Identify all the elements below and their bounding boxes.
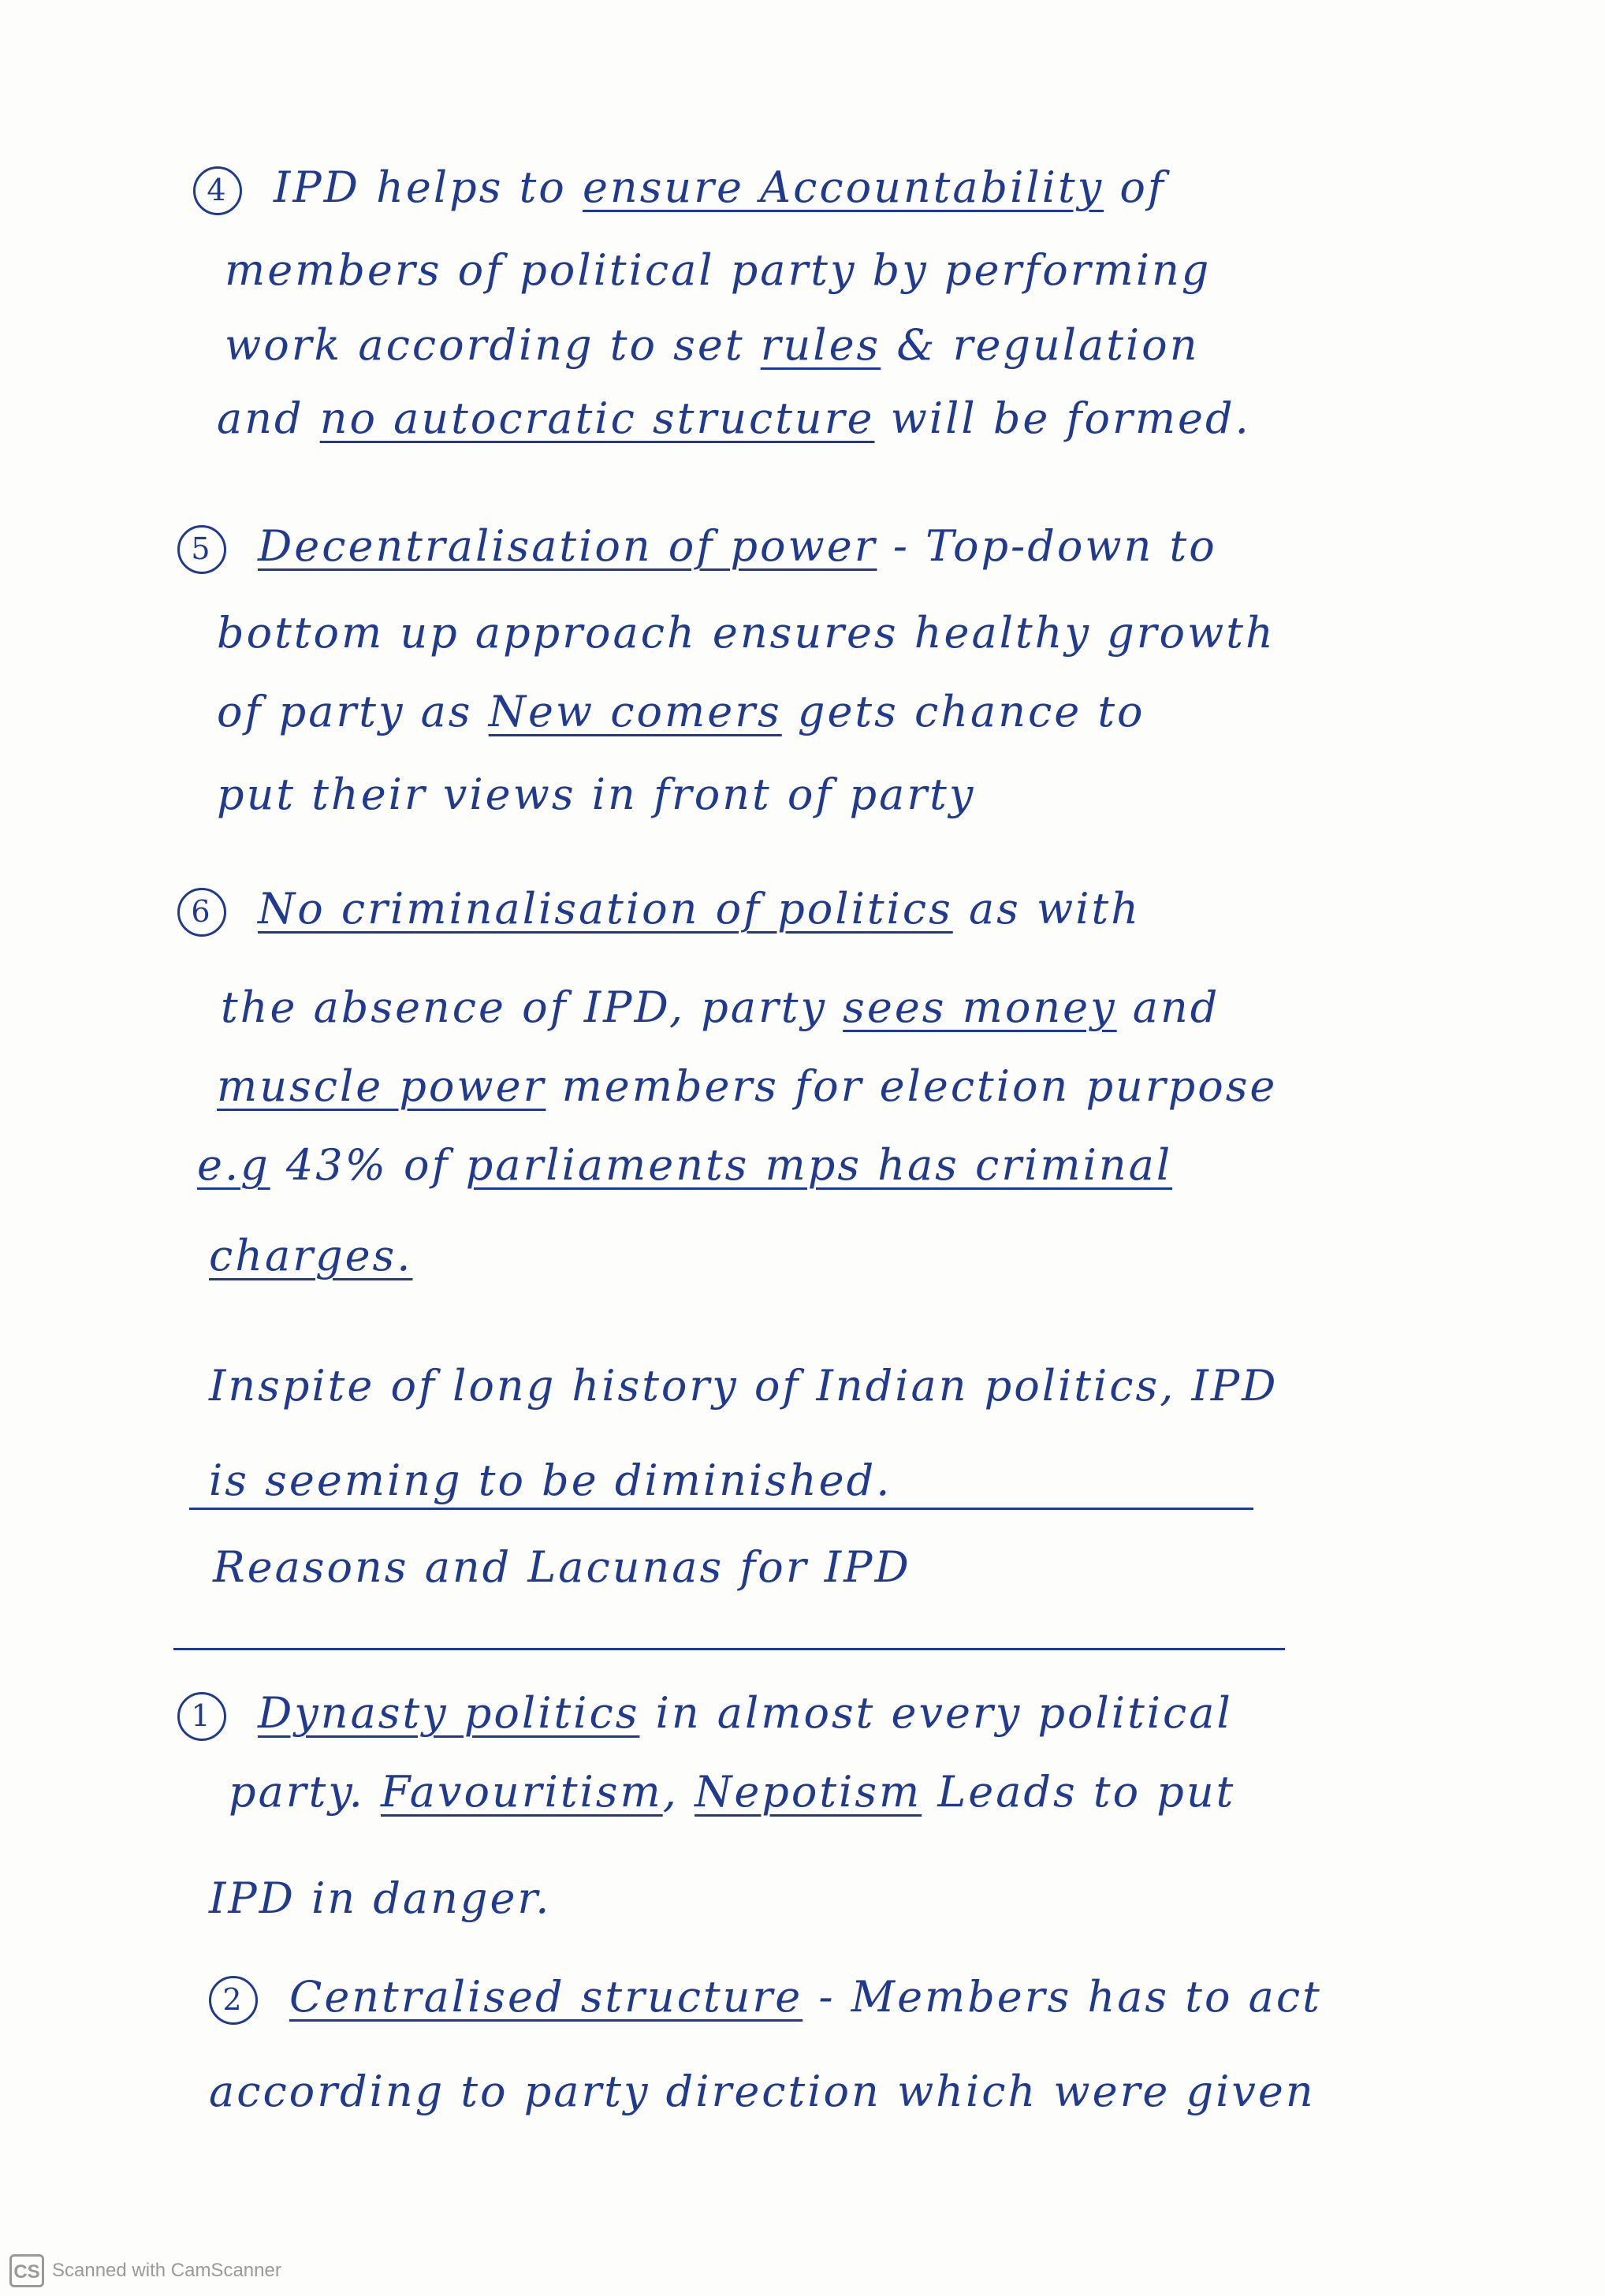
underlined-phrase: rules <box>760 320 881 370</box>
point-5-line-1: 5 Decentralisation of power - Top-down to <box>177 520 1217 574</box>
reason-2-line-1: 2 Centralised structure - Members has to act <box>209 1971 1322 2025</box>
point-number-badge: 5 <box>177 525 226 574</box>
reason-2-line-2: according to party direction which were given <box>209 2067 1316 2116</box>
underlined-phrase: New comers <box>488 687 782 736</box>
point-6-line-3: muscle power members for election purpose <box>217 1061 1278 1111</box>
reason-1-line-1: 1 Dynasty politics in almost every political <box>177 1687 1233 1741</box>
underlined-phrase: sees money <box>843 982 1117 1032</box>
reason-1-line-2: party. Favouritism, Nepotism Leads to put <box>229 1767 1236 1817</box>
point-number-badge: 2 <box>209 1976 258 2025</box>
point-4-line-3: work according to set rules & regulation <box>225 320 1200 370</box>
point-6-line-1: 6 No criminalisation of politics as with <box>177 883 1141 937</box>
intro-line-2: is seeming to be diminished. <box>209 1456 892 1505</box>
underlined-phrase: No criminalisation of politics <box>258 884 953 934</box>
underlined-phrase: charges. <box>209 1231 413 1280</box>
point-4-line-1: 4 IPD helps to ensure Accountability of <box>193 162 1166 215</box>
divider-line <box>189 1508 1253 1510</box>
point-number-badge: 1 <box>177 1692 226 1741</box>
underlined-phrase: e.g <box>197 1140 270 1190</box>
point-4-line-4: and no autocratic structure will be formed. <box>217 393 1251 443</box>
point-5-line-4: put their views in front of party <box>217 770 976 819</box>
underlined-phrase: Decentralisation of power <box>258 521 877 571</box>
underlined-phrase: Dynasty politics <box>258 1688 640 1738</box>
underlined-phrase: parliaments mps has criminal <box>465 1140 1173 1190</box>
point-6-line-2: the absence of IPD, party sees money and <box>221 982 1220 1032</box>
point-4-line-2: members of political party by performing <box>225 245 1212 295</box>
point-number-badge: 4 <box>193 166 242 215</box>
underlined-phrase: Centralised structure <box>289 1972 803 2022</box>
point-6-line-4: e.g 43% of parliaments mps has criminal <box>197 1140 1173 1190</box>
watermark-text: Scanned with CamScanner <box>52 2260 281 2281</box>
section-heading: Reasons and Lacunas for IPD <box>213 1542 911 1592</box>
underlined-phrase: Nepotism <box>695 1767 922 1817</box>
intro-line-1: Inspite of long history of Indian politics, IPD <box>209 1361 1279 1411</box>
underlined-phrase: ensure Accountability <box>582 162 1104 212</box>
point-5-line-3: of party as New comers gets chance to <box>217 687 1145 736</box>
underlined-phrase: Favouritism <box>380 1767 663 1817</box>
point-5-line-2: bottom up approach ensures healthy growth <box>217 608 1275 658</box>
camscanner-watermark <box>9 2253 281 2288</box>
point-6-line-5 <box>209 1230 412 1282</box>
point-number-badge: 6 <box>177 888 226 937</box>
reason-1-line-3: IPD in danger. <box>209 1873 552 1923</box>
divider-line <box>173 1648 1285 1650</box>
underlined-phrase: no autocratic structure <box>319 393 875 443</box>
camscanner-logo-icon: CS <box>9 2254 44 2287</box>
underlined-phrase: muscle power <box>217 1061 546 1111</box>
